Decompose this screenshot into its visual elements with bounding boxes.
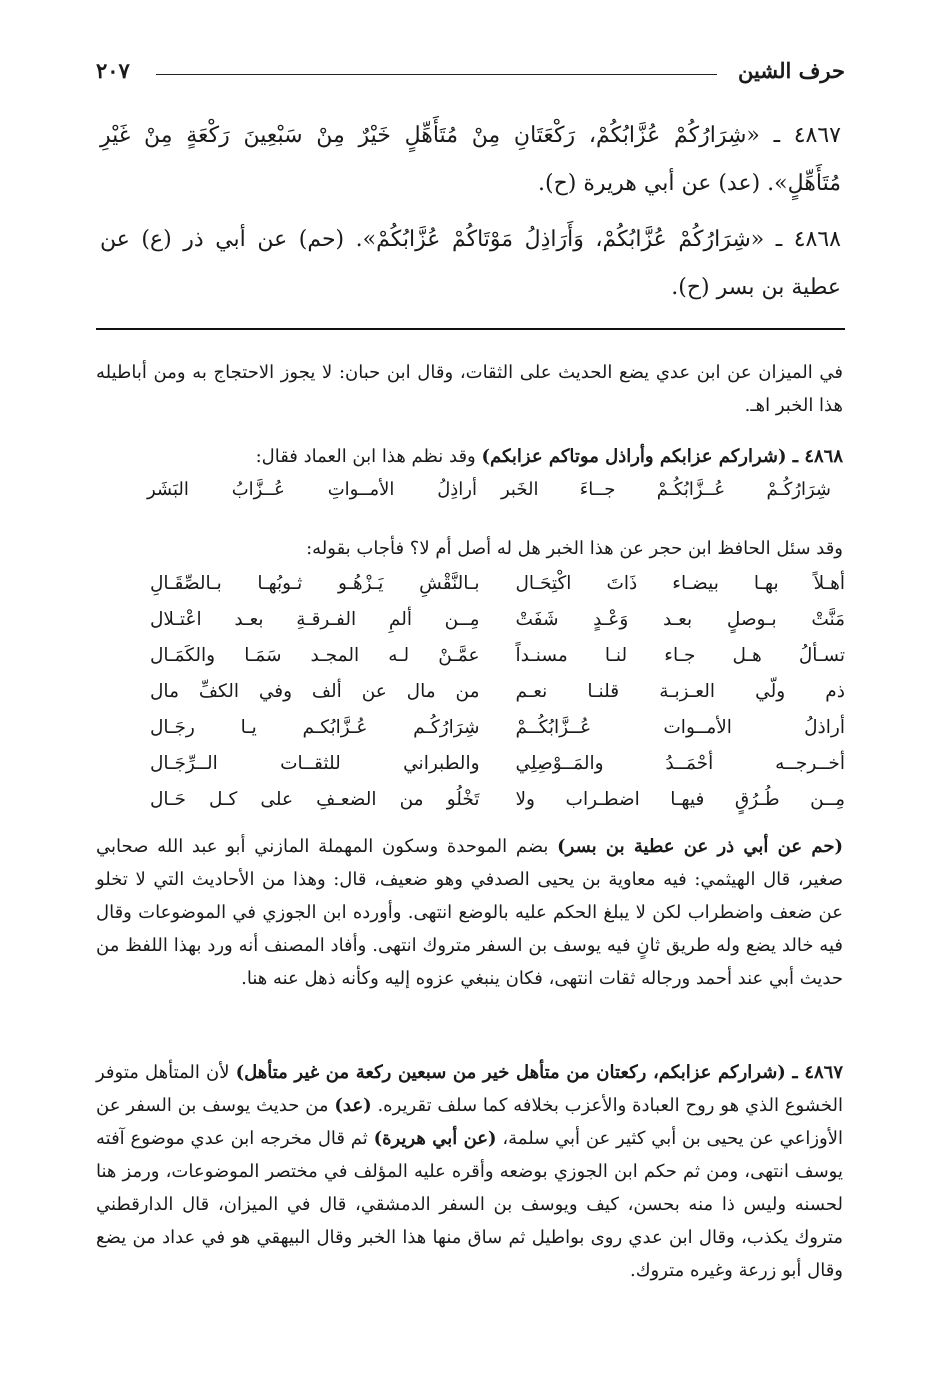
poem-line xyxy=(150,674,845,710)
commentary-4868-heading-line xyxy=(96,440,843,473)
commentary-text: من حديث يوسف بن السفر عن الأوزاعي عن يحيى بن أبي كثير عن أبي سلمة، xyxy=(96,1095,843,1149)
poem-line xyxy=(150,710,845,746)
hadith-text: ـ «شِرَارُكُمْ عُزَّابُكُمْ، رَكْعَتَانِ مِنْ مُتَأَهِّلٍ خَيْرٌ مِنْ سَبْعِينَ رَكْعَةٍ مِنْ غَيْرِ مُتَأَهِّلٍ». (عد) عن أبي هريرة (ح). xyxy=(100,123,841,196)
poem-line xyxy=(150,638,845,674)
entry-heading: ـ (شراركم عزابكم، ركعتان من متأهل خير من سبعين ركعة من غير متأهل) xyxy=(235,1062,805,1083)
poem-line xyxy=(150,566,845,602)
poem-hemistich: مَنَّتْ بـوصلٍ بعـد وَعْـدٍ شَفَتْ xyxy=(515,609,845,630)
verse-hemistich: أراذِلُ الأمــواتِ عُــزَّابُ البَشَر xyxy=(147,479,477,500)
poem-hemistich: أخــرجــه أحْمَــدُ والمَــوْصِلِي xyxy=(515,753,845,774)
poem-hemistich: والطبراني للثقــات الــرِّجَـال xyxy=(149,753,480,774)
commentary-text: ثم قال مخرجه ابن عدي موضوع آفته يوسف انتهى، ومن ثم حكم ابن الجوزي بوضعه وأقره عليه المؤلف في مختصر الموضوعات، ورمز هنا لحسنه وليس ذا منه بحسن، كيف ويوسف بن السفر الدمشقي، قال في الميزان، قال الدارقطني متروك يكذب، وقال ابن عدي روى بواطيل ثم ساق منها هذا الخبر وقال البيهقي هو في عداد من يضع وقال أبو زرعة وغيره متروك. xyxy=(96,1128,843,1281)
hadith-entry-4867 xyxy=(100,112,841,208)
poem-hemistich: من مال عن ألف وفي الكفِّ مال xyxy=(149,681,480,702)
commentary-entry-4867 xyxy=(96,1056,843,1287)
entry-heading: ـ (شراركم عزابكم وأراذل موتاكم عزابكم) xyxy=(481,446,805,467)
poem-hemistich: شِرَارُكُـم عُـزَّابُكـم يـا رجَـال xyxy=(149,717,480,738)
commentary-entry-4868 xyxy=(96,440,843,506)
commentary-question: وقد سئل الحافظ ابن حجر عن هذا الخبر هل له أصل أم لا؟ فأجاب بقوله: xyxy=(306,538,843,559)
entry-number: ٤٨٦٨ xyxy=(804,446,843,467)
commentary-text: بضم الموحدة وسكون المهملة المازني أبو عبد الله صحابي صغير، قال الهيثمي: فيه معاوية بن يحيى الصدفي وهو ضعيف، قال: وهذا من الأحاديث التي لا تخلو عن ضعف واضطراب لكن لا يبلغ الحكم عليه بالوضع انتهى. وأورده ابن الجوزي في الموضوعات وقال فيه خالد يضع وله طريق ثانٍ فيه يوسف بن السفر متروك انتهى. وأفاد المصنف أنه ورد بهذا اللفظ من حديث أبي عند أحمد ورجاله ثقات انتهى، فكان ينبغي عزوه إليه وكأنه ذهل عنه هنا. xyxy=(96,836,843,989)
header-rule xyxy=(156,74,717,75)
poem-hemistich: أراذلُ الأمــوات عُــزَّابُكُــمْ xyxy=(515,717,845,738)
commentary-intro: في الميزان عن ابن عدي يضع الحديث على الثقات، وقال ابن حبان: لا يجوز الاحتجاج به ومن أباطيله هذا الخبر اهـ. xyxy=(96,362,843,416)
poem xyxy=(150,566,845,818)
page-header xyxy=(96,58,845,90)
commentary-heading: (حم عن أبي ذر عن عطية بن بسر) xyxy=(557,836,843,857)
poem-hemistich: أهـلاً بهـا بيضـاء ذَاتَ اكْتِحَـال xyxy=(515,573,845,594)
verse-hemistich: شِرَارُكُـمْ عُــزَّابُكُـمْ جــاءَ الخَبر xyxy=(501,479,831,500)
poem-hemistich: بـالنَّقْشِ يَـزْهُـو ثـوبُهـا بـالصِّقَـالِ xyxy=(149,573,480,594)
page-number: ٢٠٧ xyxy=(96,58,130,83)
section-divider xyxy=(96,328,845,330)
hadith-number: ٤٨٦٧ xyxy=(793,123,841,148)
verse-line xyxy=(111,473,831,506)
source-ref: (عد) xyxy=(334,1095,372,1116)
poem-hemistich: ذم ولّي العـزبـة قلنـا نعـم xyxy=(515,681,845,702)
chapter-title: حرف الشين xyxy=(738,58,845,83)
poem-line xyxy=(150,782,845,818)
hadith-number: ٤٨٦٨ xyxy=(793,227,841,252)
entry-text: وقد نظم هذا ابن العماد فقال: xyxy=(255,446,482,467)
poem-line xyxy=(150,602,845,638)
hadith-text: ـ «شِرَارُكُمْ عُزَّابُكُمْ، وَأَرَاذِلُ مَوْتَاكُمْ عُزَّابُكُمْ». (حم) عن أبي ذر (ع) عن عطية بن بسر (ح). xyxy=(100,227,841,300)
poem-hemistich: تسـألُ هـل جـاء لنـا مسنـداً xyxy=(515,645,845,666)
source-ref: (عن أبي هريرة) xyxy=(373,1128,497,1149)
poem-hemistich: عمَّـنْ لـه المجـد سَمَـا والكَمَـال xyxy=(149,645,480,666)
commentary-text: لأن المتأهل متوفر الخشوع الذي هو روح العبادة والأعزب بخلافه كما سلف تقريره. xyxy=(96,1062,843,1116)
hadith-entry-4868 xyxy=(100,216,841,312)
poem-hemistich: مِــن ألمِ الفـرقـةِ بعـد اعْتـلال xyxy=(149,609,480,630)
poem-line xyxy=(150,746,845,782)
poem-hemistich: مِــن طُـرُقٍ فيهـا اضطـراب ولا xyxy=(515,789,845,810)
poem-hemistich: تَخْلُو من الضعـفِ على كـل حَـال xyxy=(149,789,480,810)
commentary-4868-explanation xyxy=(96,830,843,995)
entry-number: ٤٨٦٧ xyxy=(804,1062,843,1083)
